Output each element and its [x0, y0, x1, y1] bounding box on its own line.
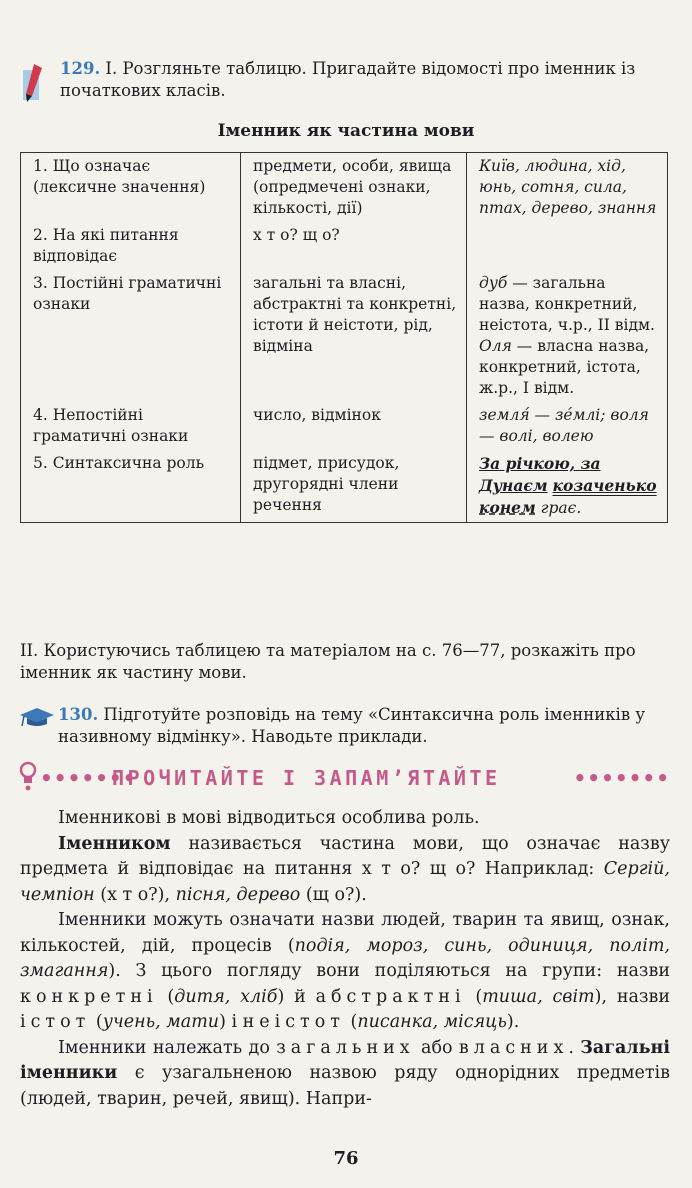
exercise-129-part-2: II. Користуючись таблицею та матеріалом на с. 76—77, розкажіть про іменник як частину мови. — [20, 641, 636, 682]
table-cell: За річкою, за Дунаєм козаченько конем грає. — [467, 450, 668, 523]
table-row — [21, 450, 668, 523]
table-row — [21, 222, 668, 270]
exercise-130 — [18, 704, 672, 748]
exercise-130-text: 130. Підготуйте розповідь на тему «Синтаксична роль іменників у називному відмінку». Наводьте приклади. — [58, 705, 646, 746]
table-cell: число, відмінок — [241, 402, 467, 450]
exercise-129 — [22, 58, 672, 102]
banner-dots: ••••••• — [573, 766, 670, 790]
rule-text — [20, 806, 670, 1112]
table-title: Іменник як частина мови — [217, 121, 475, 141]
table-cell: 4. Непостійні граматичні ознаки — [21, 402, 241, 450]
table-cell: х т о? щ о? — [241, 222, 467, 270]
rule-paragraph: Іменники можуть означати назви людей, тварин та явищ, ознак, кількостей, дій, процесів (подія, мороз, синь, одиниця, політ, змагання). З цього погляду вони поділяються на групи: назви конкретні (дитя, хліб) й абстрактні (тиша, світ), назви істот (учень, мати) і неістот (писанка, місяць). — [20, 910, 671, 1032]
lightbulb-icon — [18, 760, 38, 792]
table-row — [21, 402, 668, 450]
table-cell — [467, 222, 668, 270]
banner-dots: ••••••• — [40, 766, 137, 790]
table-cell: 1. Що означає (лексичне значення) — [21, 153, 241, 223]
read-and-remember-banner — [18, 760, 672, 792]
table-cell: 5. Синтаксична роль — [21, 450, 241, 523]
pencil-icon — [22, 60, 52, 106]
graduation-cap-icon — [18, 706, 56, 728]
table-cell: 2. На які питання відповідає — [21, 222, 241, 270]
table-cell: підмет, присудок, другорядні члени речення — [241, 450, 467, 523]
noun-table — [20, 152, 668, 523]
rule-paragraph: Іменники належать до загальних або власних. Загальні іменники є узагальненою назвою ряду однорідних предметів (людей, тварин, речей, явищ). Напри- — [20, 1037, 670, 1109]
rule-paragraph: Іменником називається частина мови, що означає назву предмета й відповідає на питання х т о? щ о? Наприклад: Сергій, чемпіон (х т о?), пісня, дерево (щ о?). — [20, 833, 670, 905]
table-cell: земля́ — зе́млі; воля — волі, волею — [467, 402, 668, 450]
table-cell: Київ, людина, хід, юнь, сотня, сила, птах, дерево, знання — [467, 153, 668, 223]
table-cell: предмети, особи, явища (опредмечені ознаки, кількості, дії) — [241, 153, 467, 223]
rule-paragraph: Іменникові в мові відводиться особлива роль. — [58, 808, 480, 828]
table-cell: 3. Постійні граматичні ознаки — [21, 270, 241, 402]
table-cell: дуб — загальна назва, конкретний, неістота, ч.р., II відм. Оля — власна назва, конкретний, істота, ж.р., І відм. — [467, 270, 668, 402]
exercise-number: 129. — [60, 59, 101, 78]
table-row — [21, 153, 668, 223]
exercise-129-text: 129. І. Розгляньте таблицю. Пригадайте відомості про іменник із початкових класів. — [60, 59, 636, 100]
table-row — [21, 270, 668, 402]
banner-title: ПРОЧИТАЙТЕ І ЗАПАМ’ЯТАЙТЕ — [112, 766, 501, 790]
page-number: 76 — [333, 1148, 359, 1169]
table-cell: загальні та власні, абстрактні та конкретні, істоти й неістоти, рід, відміна — [241, 270, 467, 402]
